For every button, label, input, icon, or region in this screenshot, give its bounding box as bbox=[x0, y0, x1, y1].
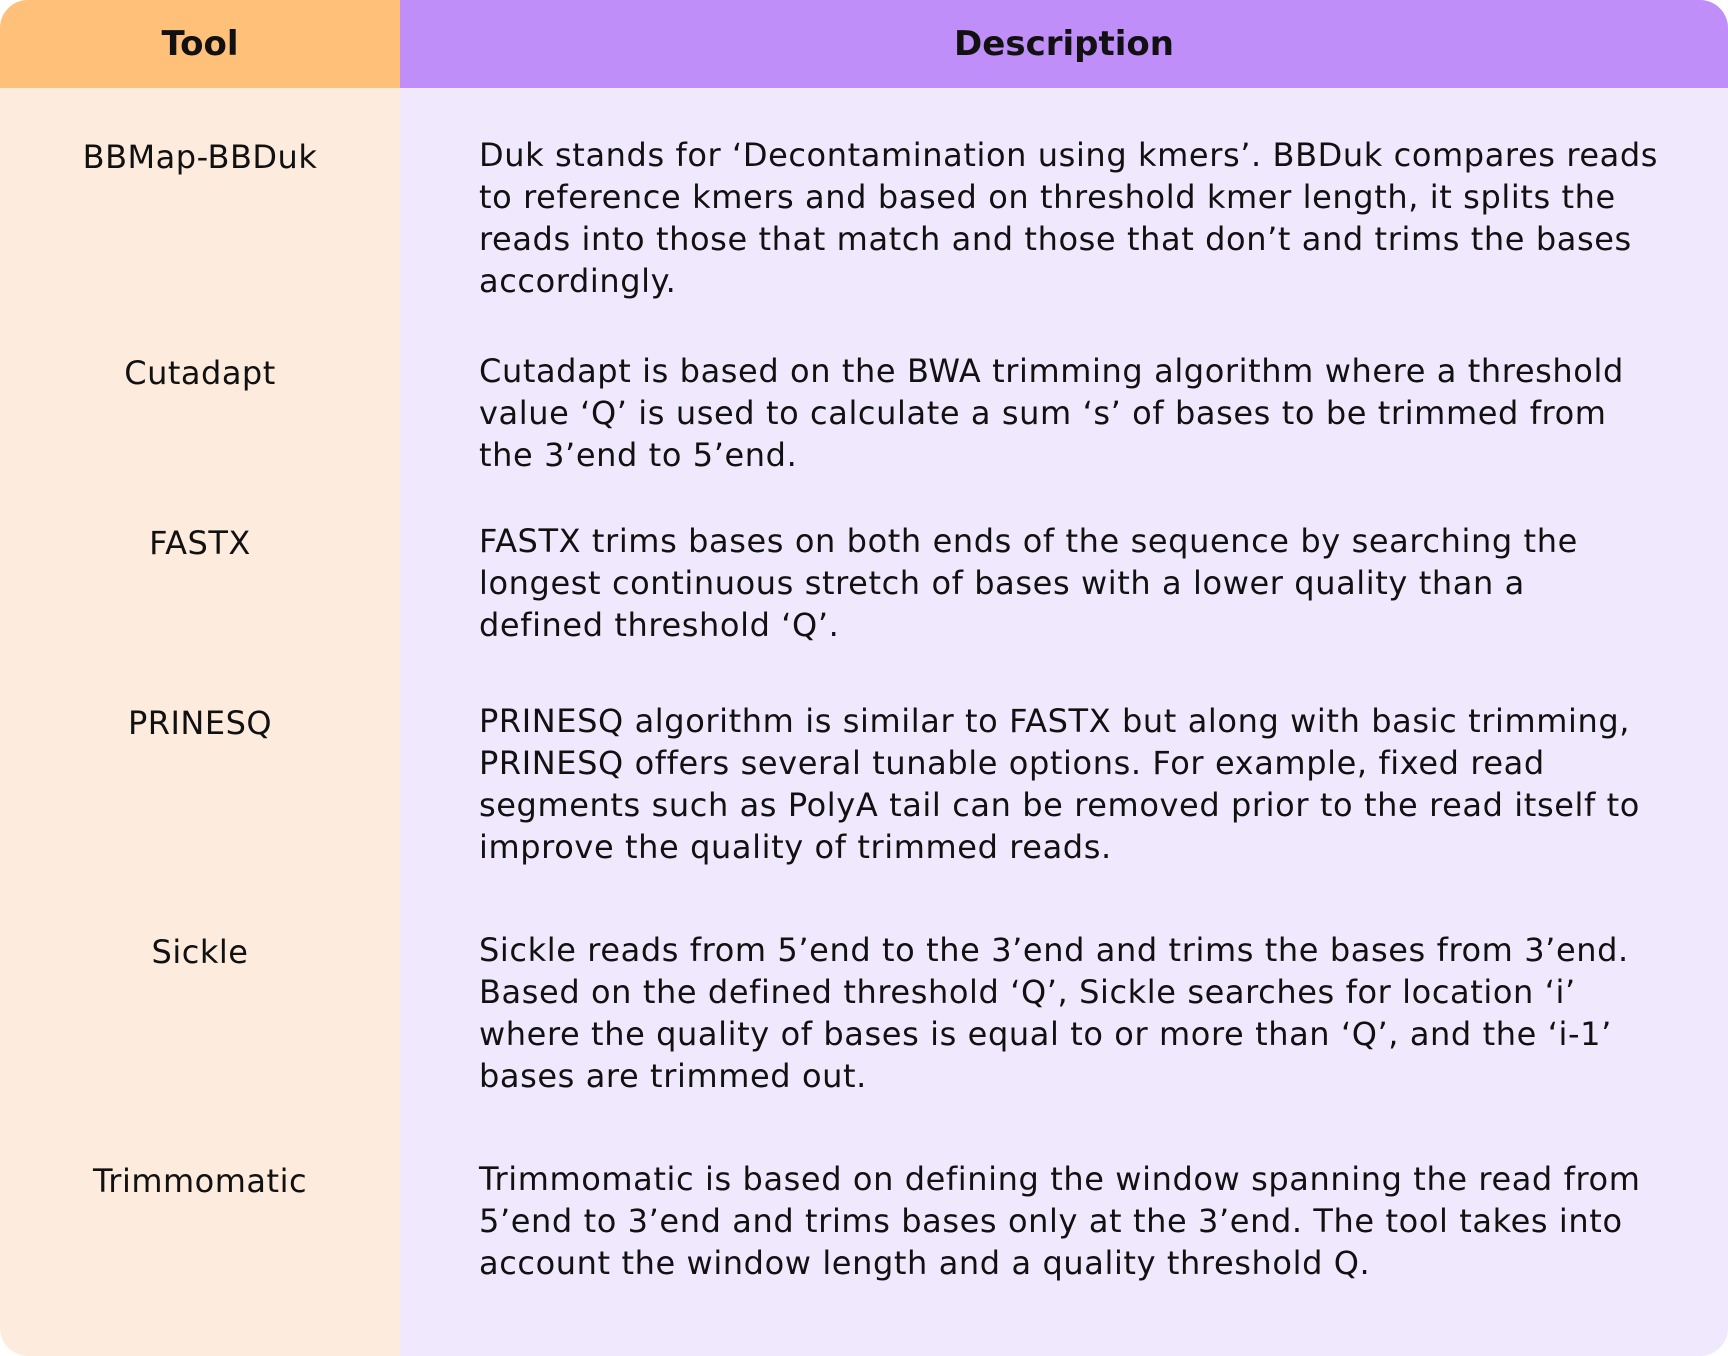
header-description: Description bbox=[400, 0, 1728, 88]
tool-name: Sickle bbox=[151, 933, 249, 971]
tool-name: BBMap-BBDuk bbox=[82, 138, 318, 176]
tool-name: FASTX bbox=[149, 524, 251, 562]
tool-name: PRINESQ bbox=[127, 704, 273, 742]
tool-description: PRINESQ algorithm is similar to FASTX but along with basic trimming, PRINESQ offers several tunable options. For example, fixed read segments such as PolyA tail can be removed prior to the read itself to improve the quality of trimmed reads. bbox=[479, 702, 1640, 866]
tool-description: Cutadapt is based on the BWA trimming algorithm where a threshold value ‘Q’ is used to calculate a sum ‘s’ of bases to be trimmed from the 3’end to 5’end. bbox=[479, 352, 1624, 474]
tool-description: Trimmomatic is based on defining the window spanning the read from 5’end to 3’end and trims bases only at the 3’end. The tool takes into account the window length and a quality threshold Q. bbox=[479, 1160, 1641, 1282]
tool-column-background bbox=[0, 0, 400, 1356]
tool-name: Cutadapt bbox=[124, 354, 276, 392]
table-header bbox=[0, 0, 1728, 88]
tool-description: Sickle reads from 5’end to the 3’end and trims the bases from 3’end. Based on the defined threshold ‘Q’, Sickle searches for location ‘i’ where the quality of bases is equal to or more than ‘Q’, and the ‘i-1’ bases are trimmed out. bbox=[479, 931, 1629, 1095]
header-tool: Tool bbox=[0, 0, 400, 88]
tool-description: Duk stands for ‘Decontamination using kmers’. BBDuk compares reads to reference kmers and based on threshold kmer length, it splits the reads into those that match and those that don’t and trims the bases accordingly. bbox=[479, 136, 1659, 300]
tool-description: FASTX trims bases on both ends of the sequence by searching the longest continuous stretch of bases with a lower quality than a defined threshold ‘Q’. bbox=[479, 522, 1578, 644]
tool-name: Trimmomatic bbox=[92, 1162, 308, 1200]
